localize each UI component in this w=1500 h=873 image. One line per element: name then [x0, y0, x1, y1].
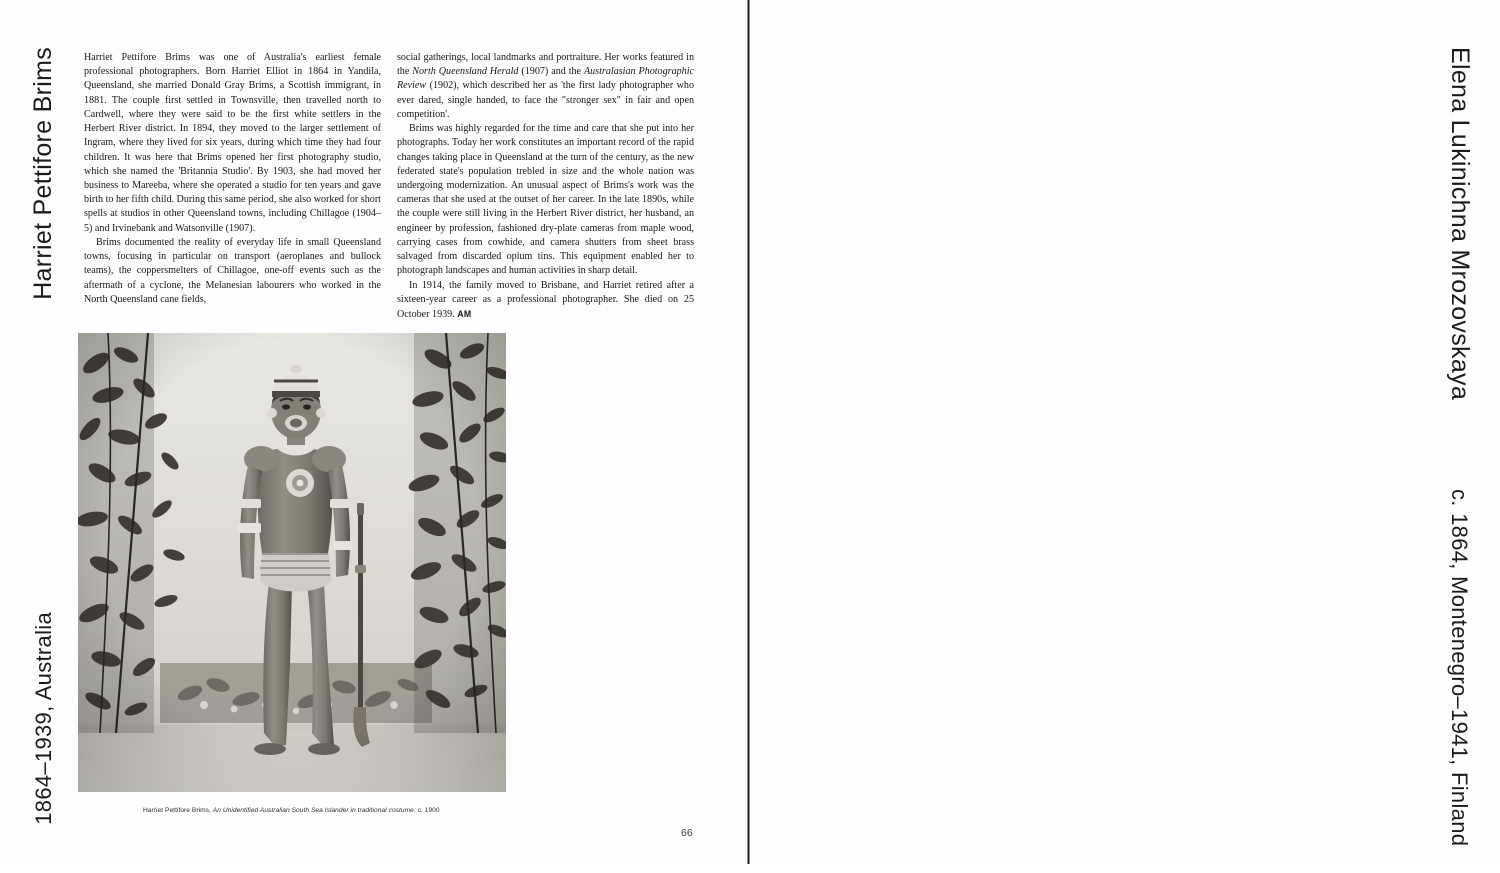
photograph-left-page: [78, 333, 506, 792]
paragraph: Brims documented the reality of everyday life in small Queensland towns, focusing in particular on transport (aeroplanes and bullock teams), the coppersmelters of Chillagoe, one-off events such as the aftermath of a cyclone, the Melanesian labourers who worked in the North Queensland cane fields,: [84, 236, 381, 305]
paragraph: Brims was highly regarded for the time and care that she put into her photographs. Today her work constitutes an important record of the rapid changes taking place in Queensland at the turn of the century, as the new federated state's population trebled in size and the whole nation was undergoing modernization. An unusual aspect of Brims's work was the cameras that she used at the outset of her career. In the late 1890s, while the couple were still living in the Herbert River district, her husband, an engineer by profession, fashioned dry-plate cameras from maple wood, carrying cases from cowhide, and camera shutters from sheet brass salvaged from discarded opium tins. This equipment enabled her to photograph landscapes and human activities in sharp detail.: [397, 123, 694, 277]
running-head-photographer-name-right: Elena Lukinichna Mrozovskaya: [1446, 47, 1474, 401]
publication-title: North Queensland Herald: [412, 66, 519, 78]
paragraph: social gatherings, local landmarks and portraiture. Her works featured in the North Queensland Herald (1907) and the Australasian Photographic Review (1902), which described her as 'the first lady photographer who ever dared, single handed, to face the "stronger sex" in fair and open competition'.: [397, 52, 694, 120]
right-page: [750, 0, 1500, 864]
photo-caption-left: [143, 806, 743, 817]
running-head-photographer-name-left: Harriet Pettifore Brims: [29, 47, 57, 300]
caption-tail: , c. 1900: [413, 807, 440, 814]
caption-credit: Harriet Pettifore Brims,: [143, 807, 213, 814]
running-head-dates-left: 1864–1939, Australia: [31, 612, 56, 825]
running-head-dates-right: c. 1864, Montenegro–1941, Finland: [1447, 489, 1472, 847]
author-initials: AM: [457, 308, 472, 319]
publication-title: Australasian Photographic Review: [397, 66, 694, 92]
page-number-left: 66: [681, 827, 693, 839]
paragraph: Harriet Pettifore Brims was one of Australia's earliest female professional photographers. Born Harriet Elliot in 1864 in Yandila, Queensland, she married Donald Gray Brims, a Scottish immigrant, in 1881. The couple first settled in Townsville, then travelled north to Cardwell, where they were said to be the first white settlers in the Herbert River district. In 1894, they moved to the larger settlement of Ingram, where they lived for six years, during which time they had four children. It was here that Brims opened her first photography studio, which she named the 'Britannia Studio'. By 1903, she had moved her business to Mareeba, where she operated a studio for ten years and gave birth to her fifth child. During this same period, she also worked for short spells at studios in other Queensland towns, including Chillagoe (1904–5) and Irvinebank and Watsonville (1907).: [84, 52, 381, 234]
body-text-column-1: [84, 51, 381, 307]
body-text-column-2: [397, 51, 694, 322]
left-page: [0, 0, 748, 864]
caption-title: An Unidentified Australian South Sea Islander in traditional costume: [212, 807, 414, 814]
paragraph: In 1914, the family moved to Brisbane, and Harriet retired after a sixteen-year career as a professional photographer. She died on 25 October 1939. AM: [397, 279, 694, 320]
